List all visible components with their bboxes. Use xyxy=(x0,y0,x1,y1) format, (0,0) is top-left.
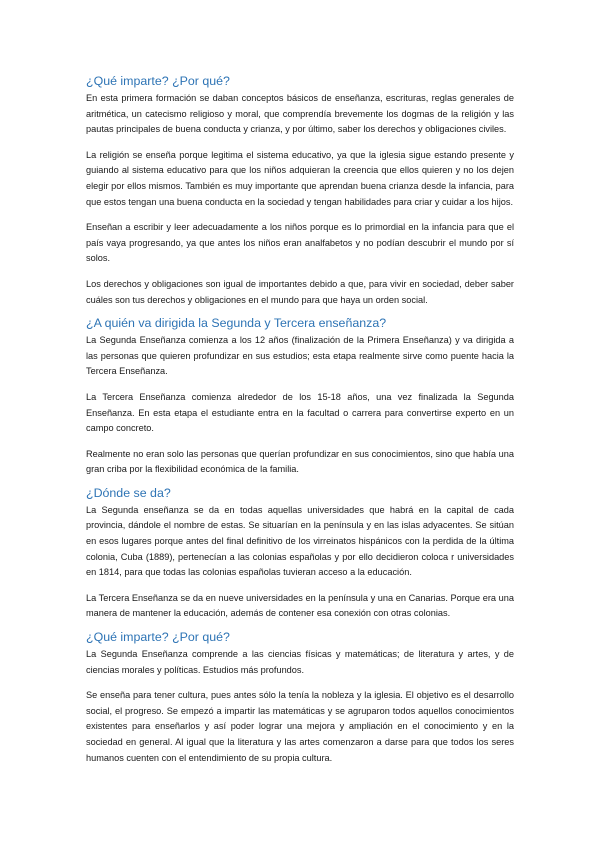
paragraph: Realmente no eran solo las personas que querían profundizar en sus conocimientos, sino que había una gran criba por la flexibilidad económica de la familia. xyxy=(86,448,514,475)
section-heading: ¿Qué imparte? ¿Por qué? xyxy=(86,74,230,88)
paragraph: La Segunda Enseñanza comprende a las ciencias físicas y matemáticas; de literatura y artes, y de ciencias morales y políticas. Estudios más profundos. xyxy=(86,649,514,675)
paragraph: Enseñan a escribir y leer adecuadamente a los niños porque es lo primordial en la infancia para que el país vaya progresando, ya que antes los niños eran analfabetos y no podían descubrir el mundo por sí solos. xyxy=(86,222,514,264)
section-heading: ¿A quién va dirigida la Segunda y Tercera enseñanza? xyxy=(86,316,387,331)
paragraph: La religión se enseña porque legitima el sistema educativo, ya que la iglesia sigue estando presente y guiando al sistema educativo para que los niños adquieran la creencia que ellos quieren y no los dejen elegir por ellos mismos. También es muy importante que aprendan buena crianza desde la infancia, para que estos tengan una buena conducta en la sociedad y tengan habilidades para criar y cuidar a los hijos. xyxy=(86,149,514,207)
paragraph: En esta primera formación se daban conceptos básicos de enseñanza, escrituras, reglas generales de aritmética, un catecismo religioso y moral, que comprendía brevemente los dogmas de la religión y las pautas principales de buena conducta y crianza, y por último, saber los derechos y obligaciones civiles. xyxy=(86,93,514,135)
paragraph: La Segunda enseñanza se da en todas aquellas universidades que habrá en la capital de cada provincia, dándole el nombre de estas. Se situarían en la península y en las islas adyacentes. Se sitúan en esos lugares porque antes del final definitivo de los virreinatos hispánicos con la perdida de la última colonia, Cuba (1889), pertenecían a las colonias españolas y por ello decidieron coloca r universidades en 1814, para que todas las colonias españolas tuvieran acceso a la educación. xyxy=(86,504,514,578)
paragraph: La Tercera Enseñanza se da en nueve universidades en la península y una en Canarias. Porque era una manera de mantener la educación, además de contener esa conexión con otras colonias. xyxy=(86,592,514,619)
paragraph: Se enseña para tener cultura, pues antes sólo la tenía la nobleza y la iglesia. El objetivo es el desarrollo social, el progreso. Se empezó a impartir las matemáticas y se agruparon todos aquellos conocimientos existentes para enseñarlos y así poder lograr una mejora y ampliación en el conocimiento y en la sociedad en general. Al igual que la literatura y las artes comenzaron a darse para que todos los seres humanos cuenten con el entendimiento de su propia cultura. xyxy=(86,690,514,763)
section-heading: ¿Dónde se da? xyxy=(86,485,171,500)
paragraph: La Tercera Enseñanza comienza alrededor de los 15-18 años, una vez finalizada la Segunda Enseñanza. En esta etapa el estudiante entra en la facultad o carrera para convertirse experto en un campo concreto. xyxy=(86,391,514,434)
paragraph: Los derechos y obligaciones son igual de importantes debido a que, para vivir en sociedad, deber saber cuáles son tus derechos y obligaciones en el mundo para que haya un orden social. xyxy=(86,278,514,305)
section-heading: ¿Qué imparte? ¿Por qué? xyxy=(86,630,230,645)
paragraph: La Segunda Enseñanza comienza a los 12 años (finalización de la Primera Enseñanza) y va dirigida a las personas que quieren profundizar en sus estudios; esta etapa realmente sirve como puente hacia la Tercera Enseñanza. xyxy=(86,335,514,377)
